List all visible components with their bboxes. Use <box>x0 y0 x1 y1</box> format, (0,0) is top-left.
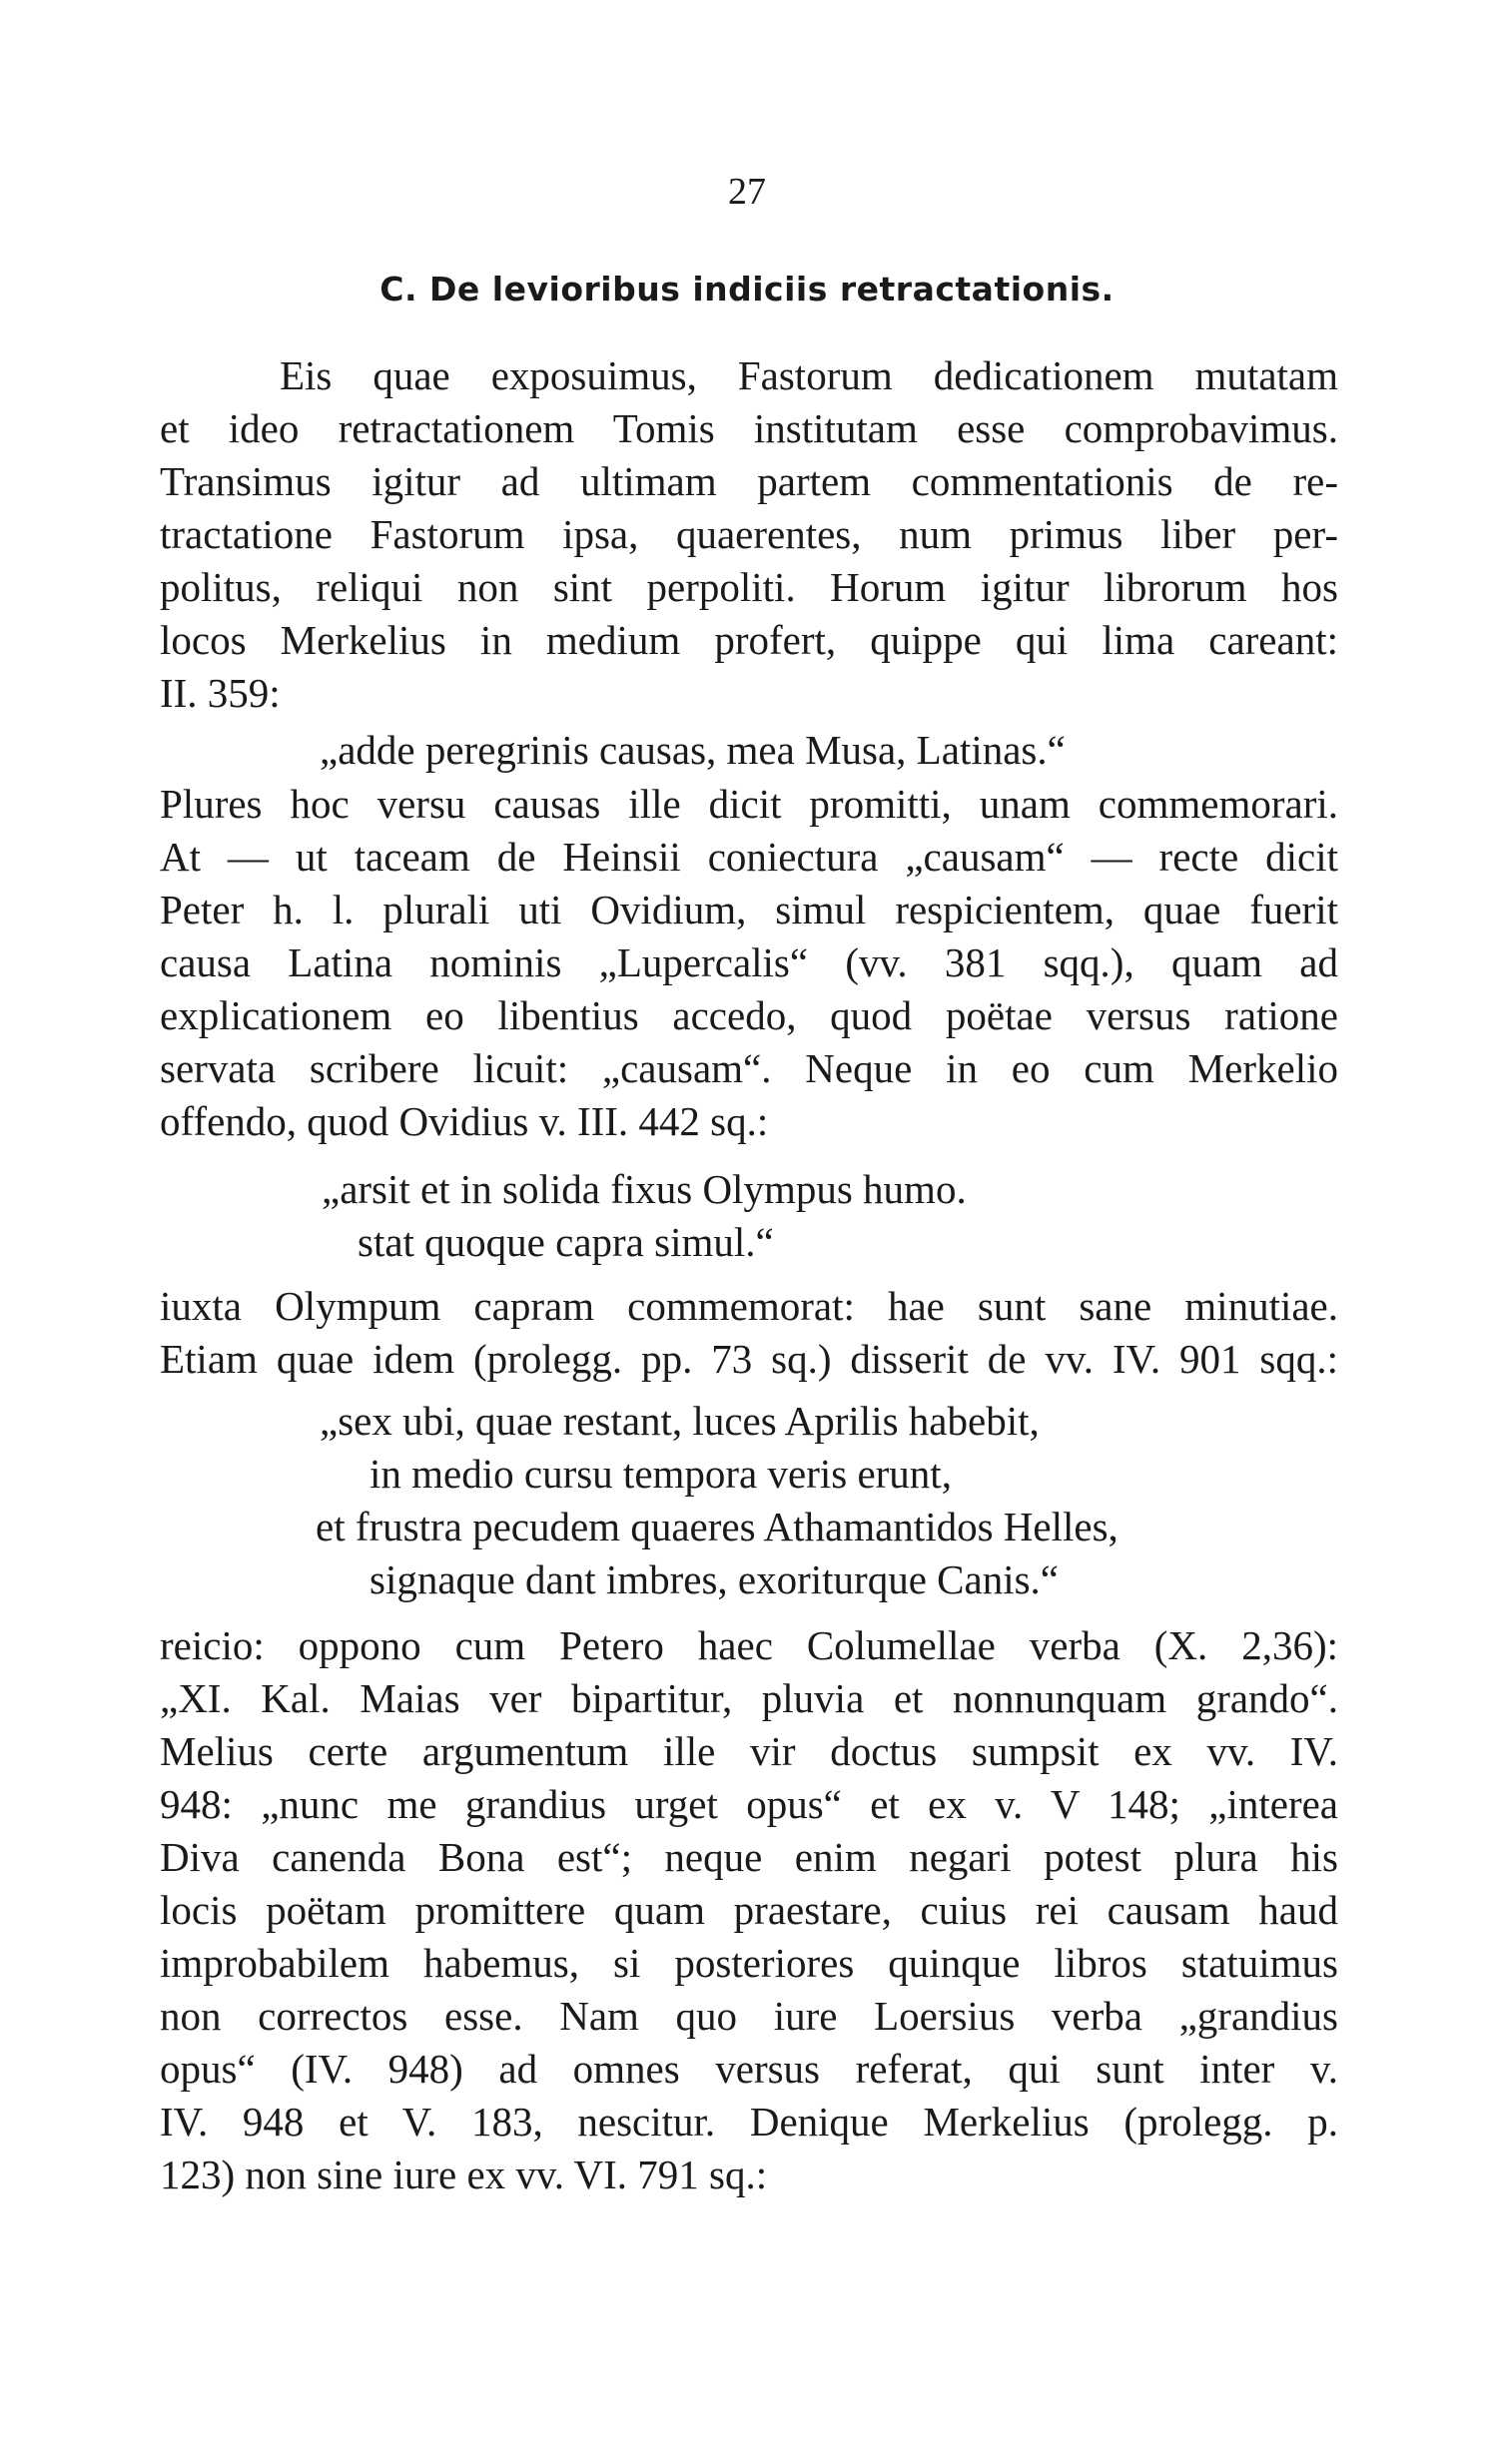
section-heading: C. De levioribus indiciis retractationis. <box>379 270 1115 308</box>
verse-line: stat quoque capra simul.“ <box>358 1219 774 1265</box>
verse-line: „adde peregrinis causas, mea Musa, Latinas.“ <box>320 727 1066 773</box>
text-line: IV. 948 et V. 183, nescitur. Denique Merkelius (prolegg. p. <box>160 2099 1338 2145</box>
text-line: locis poëtam promittere quam praestare, cuius rei causam haud <box>160 1887 1338 1933</box>
text-line: opus“ (IV. 948) ad omnes versus referat, qui sunt inter v. <box>160 2046 1338 2092</box>
text-line: tractatione Fastorum ipsa, quaerentes, num primus liber per- <box>160 511 1338 557</box>
text-line: locos Merkelius in medium profert, quippe qui lima careant: <box>160 617 1338 663</box>
text-line: 948: „nunc me grandius urget opus“ et ex v. V 148; „interea <box>160 1781 1338 1827</box>
text-line: explicationem eo libentius accedo, quod poëtae versus ratione <box>160 992 1338 1038</box>
text-line: offendo, quod Ovidius v. III. 442 sq.: <box>160 1098 769 1144</box>
text-line: Etiam quae idem (prolegg. pp. 73 sq.) disserit de vv. IV. 901 sqq.: <box>160 1336 1338 1382</box>
text-line: Eis quae exposuimus, Fastorum dedicationem mutatam <box>280 352 1338 398</box>
text-line: improbabilem habemus, si posteriores quinque libros statuimus <box>160 1940 1338 1986</box>
text-line: At — ut taceam de Heinsii coniectura „causam“ — recte dicit <box>160 834 1338 880</box>
text-line: Transimus igitur ad ultimam partem commentationis de re- <box>160 458 1338 504</box>
verse-line: in medio cursu tempora veris erunt, <box>370 1451 952 1497</box>
text-line: causa Latina nominis „Lupercalis“ (vv. 381 sqq.), quam ad <box>160 939 1338 985</box>
verse-line: et frustra pecudem quaeres Athamantidos Helles, <box>316 1504 1119 1549</box>
text-line: non correctos esse. Nam quo iure Loersius verba „grandius <box>160 1993 1338 2039</box>
text-line: Peter h. l. plurali uti Ovidium, simul respicientem, quae fuerit <box>160 887 1338 932</box>
verse-line: signaque dant imbres, exoriturque Canis.“ <box>370 1556 1059 1602</box>
text-line: Plures hoc versu causas ille dicit promitti, unam commemorari. <box>160 781 1338 827</box>
verse-line: „arsit et in solida fixus Olympus humo. <box>322 1166 967 1212</box>
text-line: et ideo retractationem Tomis institutam esse comprobavimus. <box>160 405 1338 451</box>
text-line: iuxta Olympum capram commemorat: hae sunt sane minutiae. <box>160 1283 1338 1329</box>
text-line: politus, reliqui non sint perpoliti. Horum igitur librorum hos <box>160 564 1338 610</box>
text-line: „XI. Kal. Maias ver bipartitur, pluvia et nonnunquam grando“. <box>160 1675 1338 1721</box>
text-line: 123) non sine iure ex vv. VI. 791 sq.: <box>160 2152 768 2197</box>
verse-line: „sex ubi, quae restant, luces Aprilis habebit, <box>320 1398 1040 1444</box>
text-line: II. 359: <box>160 670 281 716</box>
page-number: 27 <box>728 171 766 213</box>
text-line: servata scribere licuit: „causam“. Neque in eo cum Merkelio <box>160 1045 1338 1091</box>
text-line: reicio: oppono cum Petero haec Columellae verba (X. 2,36): <box>160 1622 1338 1668</box>
text-line: Diva canenda Bona est“; neque enim negari potest plura his <box>160 1834 1338 1880</box>
text-line: Melius certe argumentum ille vir doctus sumpsit ex vv. IV. <box>160 1728 1338 1774</box>
